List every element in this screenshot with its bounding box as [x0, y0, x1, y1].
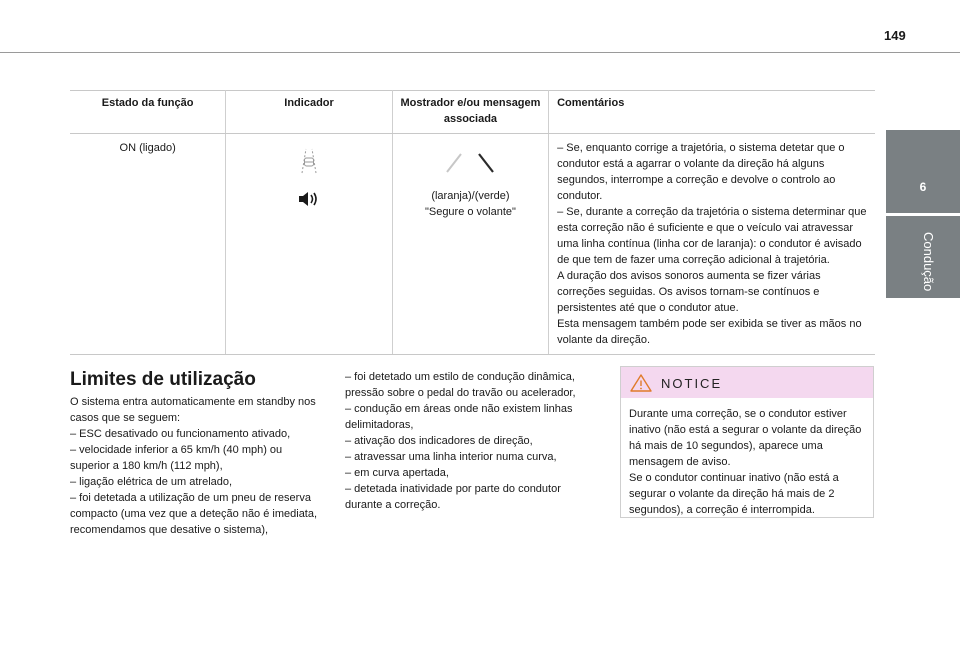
- function-state-table: [70, 90, 875, 355]
- notice-box: [620, 366, 874, 518]
- chapter-tab-number: 6: [886, 130, 960, 213]
- notice-body: [621, 398, 873, 518]
- list-item: – detetada inatividade por parte do condutor durante a correção.: [345, 483, 561, 511]
- cell-display: [392, 134, 548, 355]
- header-comments: Comentários: [549, 91, 875, 134]
- header-state: Estado da função: [70, 91, 226, 134]
- header-display: Mostrador e/ou mensagem associada: [392, 91, 548, 134]
- display-colors: (laranja)/(verde): [431, 190, 510, 202]
- sound-alert-icon: [297, 190, 321, 208]
- table-row: [70, 134, 875, 355]
- lane-keeping-warning-icon: [294, 146, 324, 176]
- table-header-row: [70, 91, 875, 134]
- list-item: – foi detetada a utilização de um pneu de reserva compacto (uma vez que a deteção não é imediata, recomendamos que desative o sistema),: [70, 492, 318, 536]
- list-item: – ligação elétrica de um atrelado,: [70, 476, 233, 488]
- list-item: – atravessar uma linha interior numa curva,: [345, 451, 557, 463]
- warning-triangle-icon: [629, 373, 653, 393]
- chapter-tab-text: Condução: [921, 232, 936, 292]
- comment-paragraph: – Se, durante a correção da trajetória o sistema determinar que esta correção não é suficiente e que o veículo vai atravessar uma linha contínua (linha cor de laranja): o condutor é avisado de que tem de fazer uma correção adicional à trajetória.: [557, 206, 867, 266]
- right-lane-line-icon: [475, 152, 497, 174]
- limits-column-2: [345, 369, 600, 513]
- list-item: O sistema entra automaticamente em standby nos casos que se seguem:: [70, 396, 316, 424]
- page-number: 149: [884, 28, 906, 43]
- comment-paragraph: A duração dos avisos sonoros aumenta se fizer várias correções seguidas. Os avisos tornam-se contínuos e persistentes até que o condutor atue.: [557, 270, 821, 314]
- list-item: – condução em áreas onde não existem linhas delimitadoras,: [345, 403, 573, 431]
- left-lane-line-icon: [443, 152, 465, 174]
- list-item: – ESC desativado ou funcionamento ativado,: [70, 428, 291, 440]
- cell-indicator: [226, 134, 393, 355]
- notice-title: NOTICE: [661, 376, 723, 391]
- top-divider: [0, 52, 960, 53]
- list-item: – velocidade inferior a 65 km/h (40 mph) ou superior a 180 km/h (112 mph),: [70, 444, 283, 472]
- limits-column-1: [70, 394, 320, 538]
- cell-state: ON (ligado): [70, 134, 226, 355]
- comment-paragraph: – Se, enquanto corrige a trajetória, o sistema detetar que o condutor está a agarrar o volante da direção há alguns segundos, interrompe a correção e devolve o controlo ao condutor.: [557, 142, 845, 202]
- notice-paragraph: Se o condutor continuar inativo (não está a segurar o volante da direção há mais de 2 segundos), a correção é interrompida.: [629, 472, 839, 516]
- header-indicator: Indicador: [226, 91, 393, 134]
- list-item: – ativação dos indicadores de direção,: [345, 435, 533, 447]
- section-title: Limites de utilização: [70, 369, 256, 390]
- chapter-tab-label: [886, 216, 960, 298]
- notice-paragraph: Durante uma correção, se o condutor estiver inativo (não está a segurar o volante da direção há mais de 10 segundos), aparece uma mensagem de aviso.: [629, 408, 862, 468]
- display-message: "Segure o volante": [424, 206, 516, 218]
- list-item: – foi detetado um estilo de condução dinâmica, pressão sobre o pedal do travão ou acelerador,: [345, 371, 576, 399]
- notice-header: [621, 367, 873, 398]
- cell-comments: [549, 134, 875, 355]
- comment-paragraph: Esta mensagem também pode ser exibida se tiver as mãos no volante da direção.: [557, 318, 862, 346]
- list-item: – em curva apertada,: [345, 467, 449, 479]
